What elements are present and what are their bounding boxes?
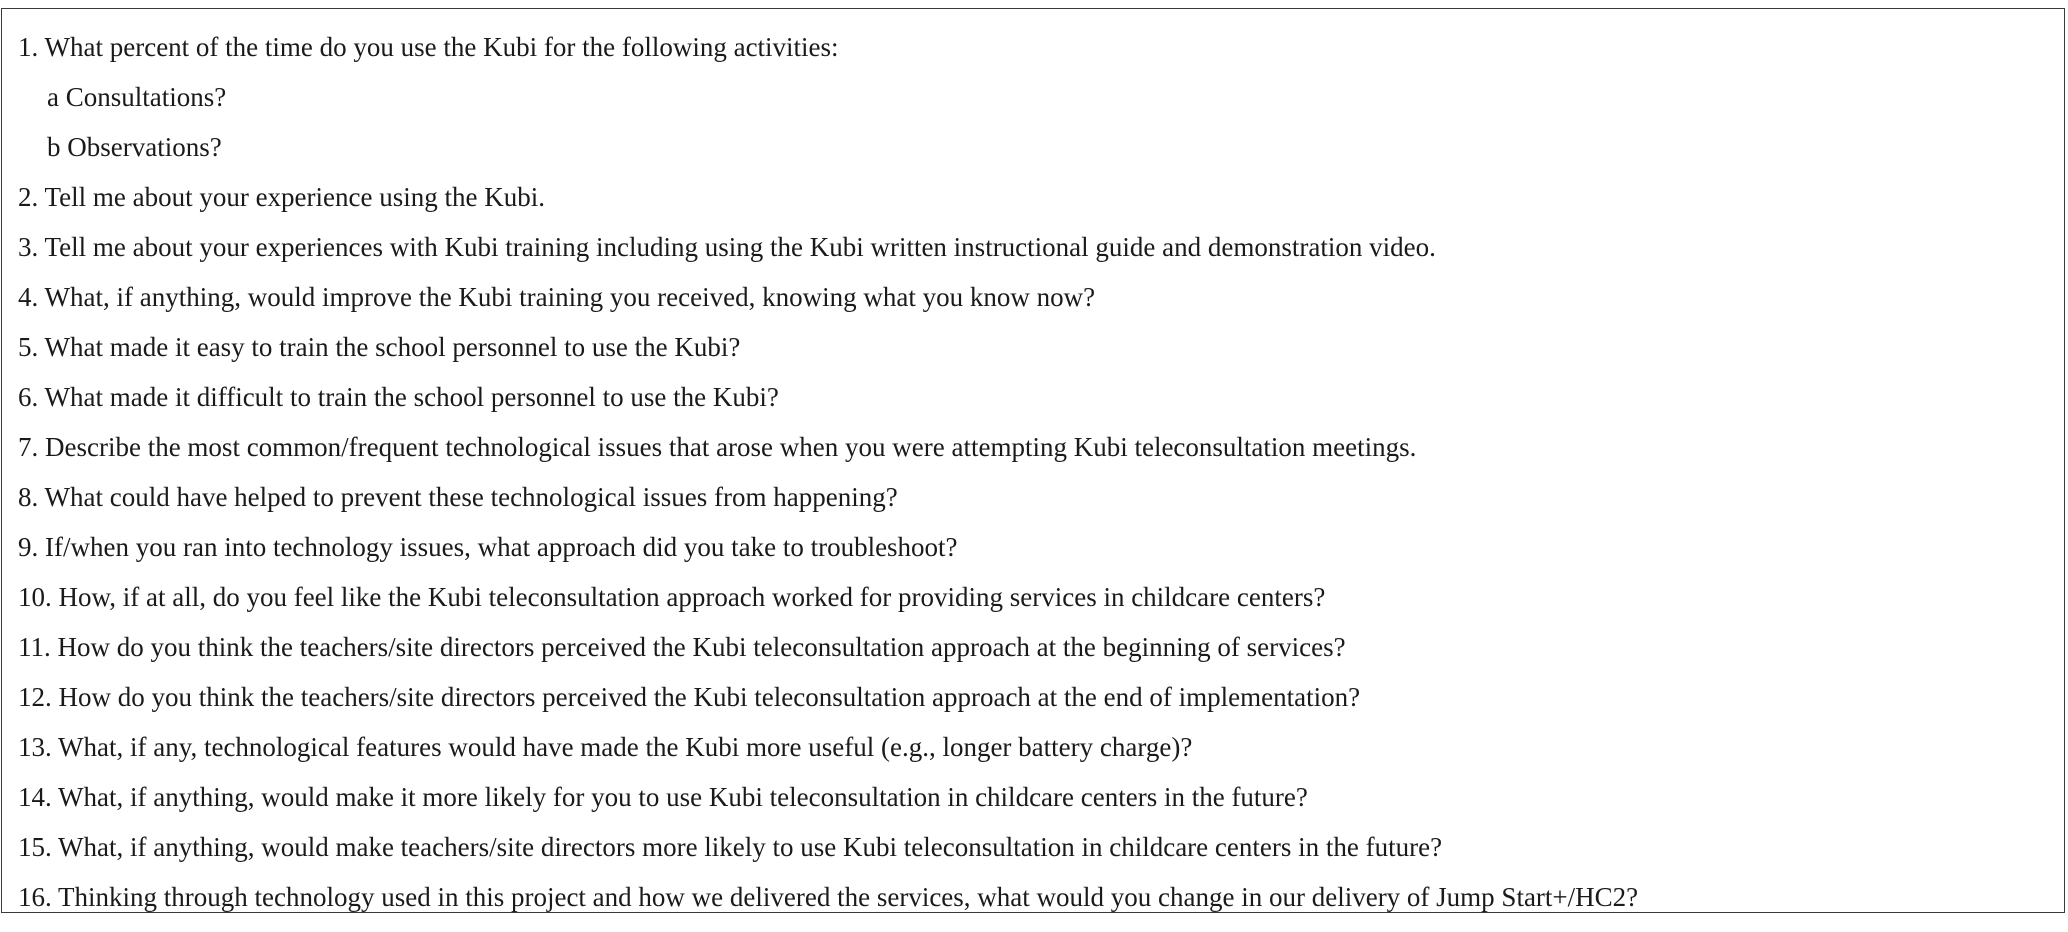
- question-15: 15. What, if anything, would make teachers/site directors more likely to use Kubi teleconsultation in childcare centers in the future?: [18, 832, 1443, 862]
- question-1b: b Observations?: [47, 132, 222, 162]
- question-10: 10. How, if at all, do you feel like the Kubi teleconsultation approach worked for providing services in childcare centers?: [18, 582, 1326, 612]
- question-6: 6. What made it difficult to train the school personnel to use the Kubi?: [18, 382, 779, 412]
- question-9: 9. If/when you ran into technology issues, what approach did you take to troubleshoot?: [18, 532, 958, 562]
- question-1a: a Consultations?: [47, 82, 227, 112]
- question-list: [18, 22, 1638, 922]
- question-2: 2. Tell me about your experience using the Kubi.: [18, 182, 545, 212]
- question-3: 3. Tell me about your experiences with Kubi training including using the Kubi written instructional guide and demonstration video.: [18, 232, 1436, 262]
- question-16: 16. Thinking through technology used in this project and how we delivered the services, what would you change in our delivery of Jump Start+/HC2?: [18, 882, 1639, 912]
- question-5: 5. What made it easy to train the school personnel to use the Kubi?: [18, 332, 741, 362]
- question-8: 8. What could have helped to prevent these technological issues from happening?: [18, 482, 898, 512]
- question-13: 13. What, if any, technological features would have made the Kubi more useful (e.g., longer battery charge)?: [18, 732, 1193, 762]
- question-4: 4. What, if anything, would improve the Kubi training you received, knowing what you know now?: [18, 282, 1096, 312]
- question-14: 14. What, if anything, would make it more likely for you to use Kubi teleconsultation in childcare centers in the future?: [18, 782, 1308, 812]
- question-7: 7. Describe the most common/frequent technological issues that arose when you were attempting Kubi teleconsultation meetings.: [18, 432, 1417, 462]
- question-12: 12. How do you think the teachers/site directors perceived the Kubi teleconsultation approach at the end of implementation?: [18, 682, 1361, 712]
- question-1: 1. What percent of the time do you use the Kubi for the following activities:: [18, 32, 839, 62]
- question-11: 11. How do you think the teachers/site directors perceived the Kubi teleconsultation approach at the beginning of services?: [18, 632, 1346, 662]
- interview-questions-table: [1, 8, 2065, 913]
